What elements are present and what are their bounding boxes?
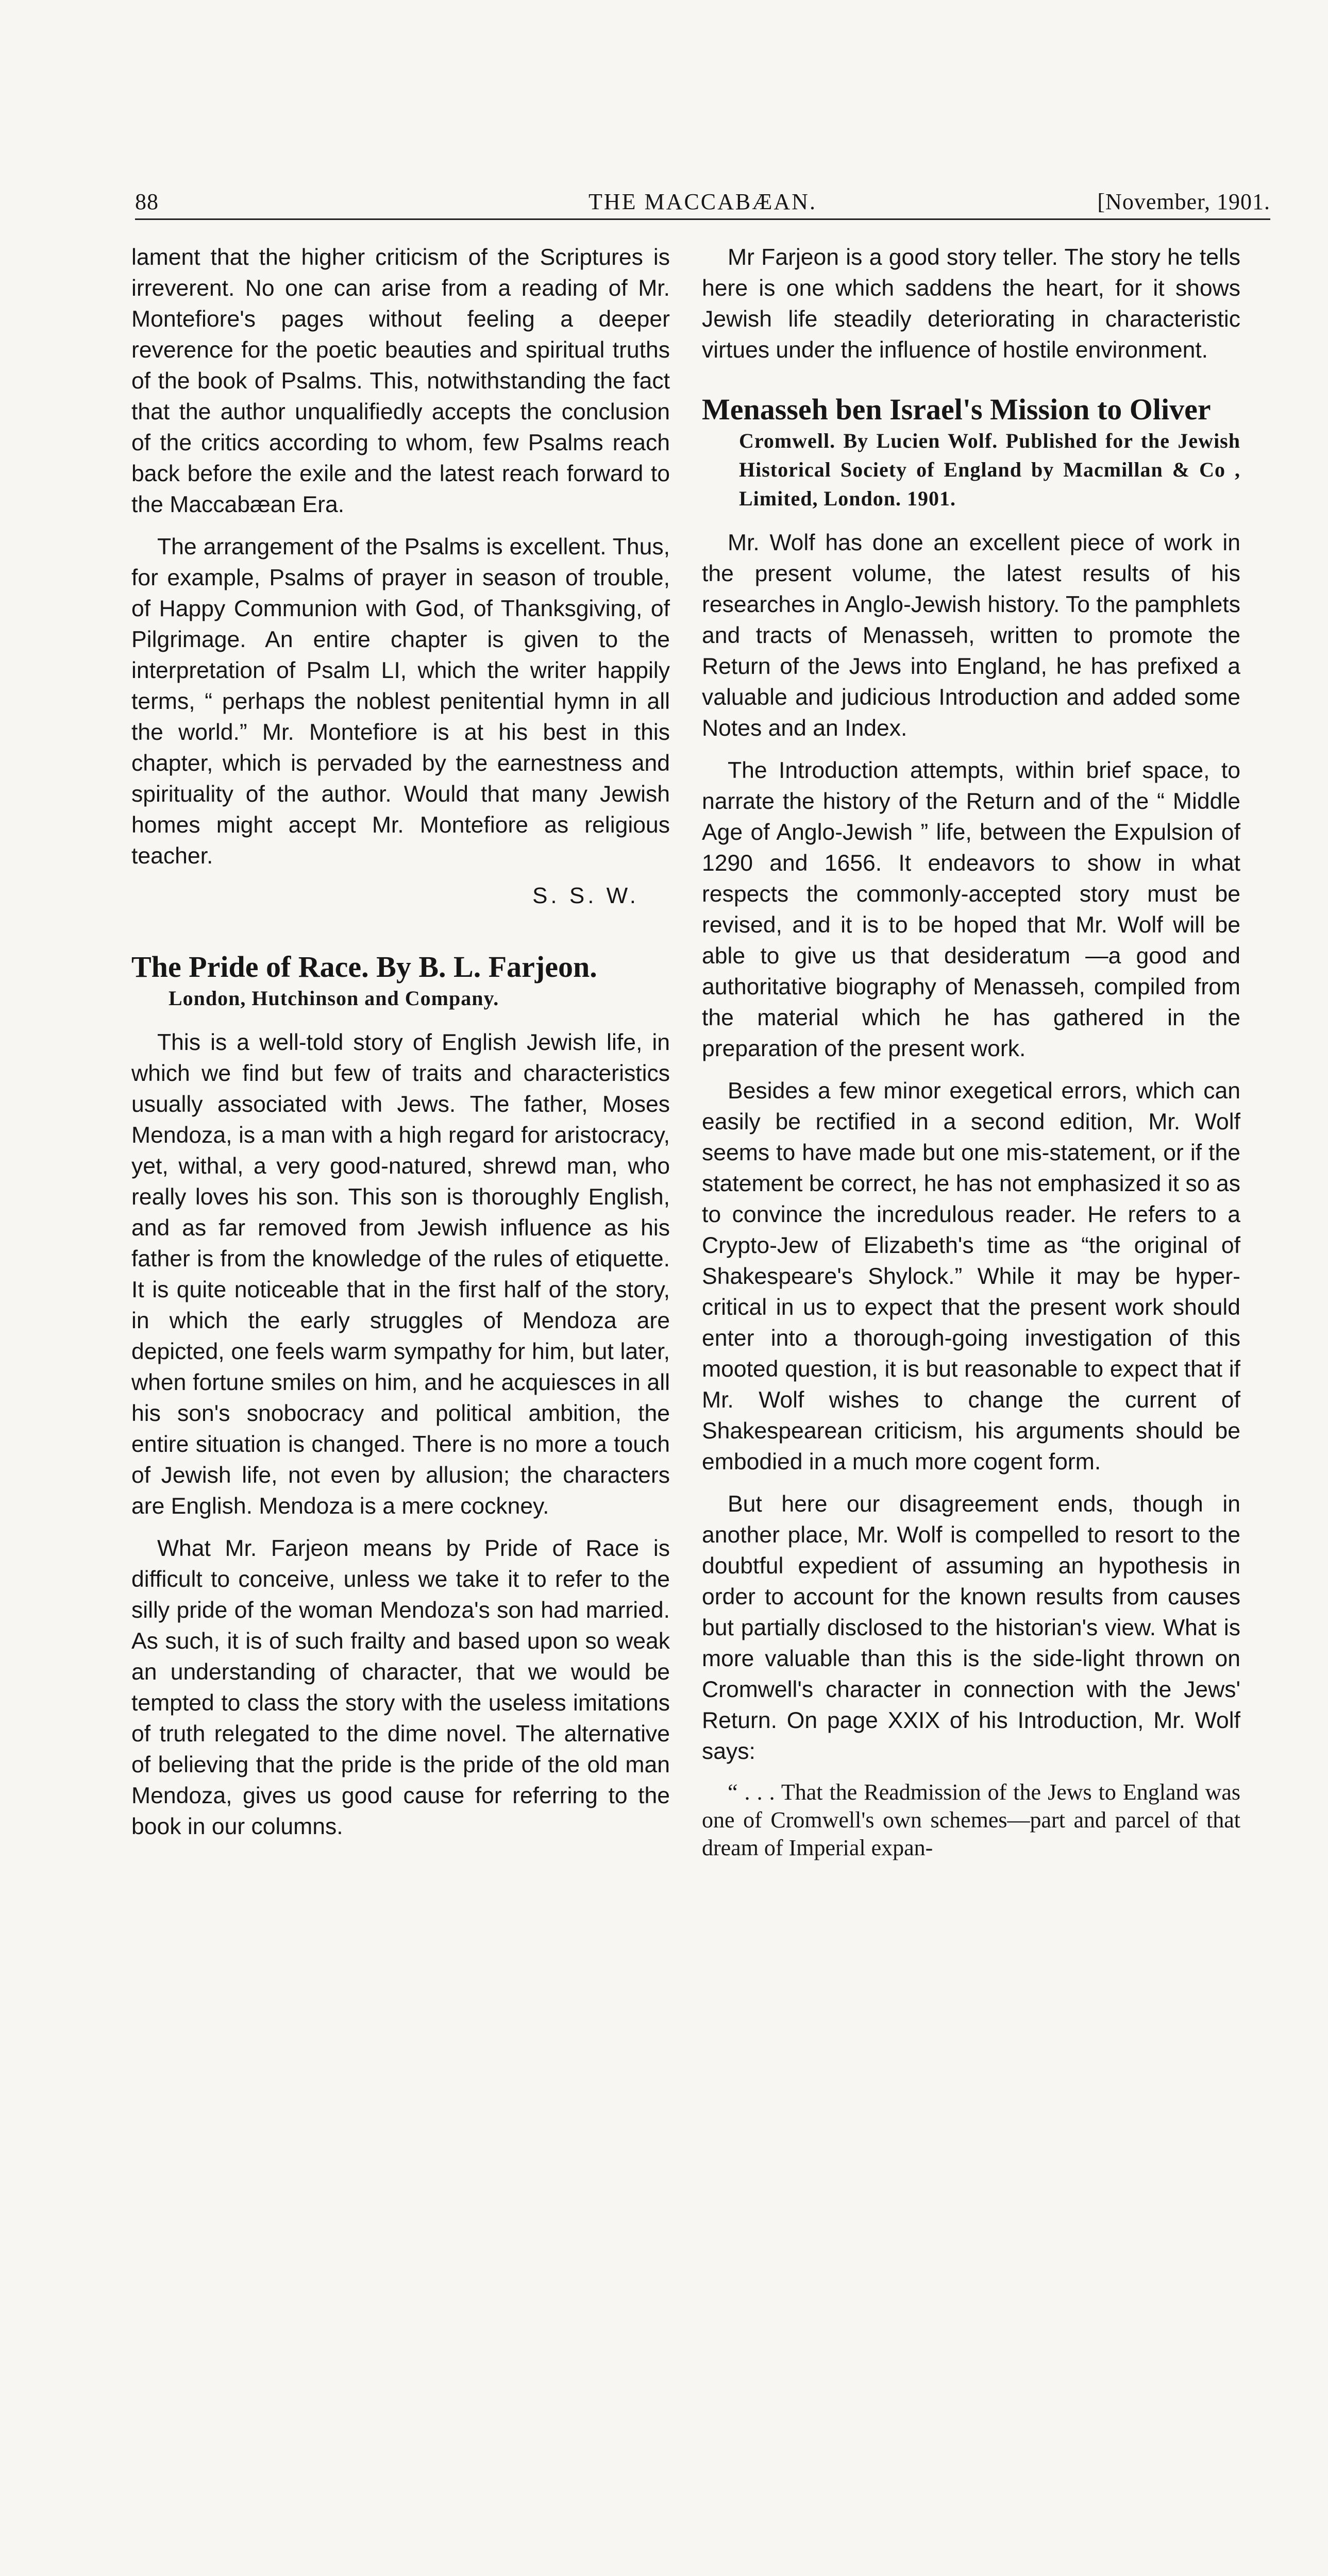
issue-date: [November, 1901. — [1097, 189, 1270, 214]
review-paragraph: Mr. Wolf has done an excellent piece of work in the present volume, the latest results of his researches in Anglo-Jewish history. To the pamphlets and tracts of Menasseh, written to promote the Return of the Jews into England, he has prefixed a valuable and judicious Introduction and added some Notes and an Index. — [702, 530, 1240, 741]
review-heading — [702, 393, 1240, 513]
body-paragraph: Mr Farjeon is a good story teller. The story he tells here is one which saddens the heart, for it shows Jewish life steadily deteriorating in characteristic virtues under the influence of hostile environment. — [702, 245, 1240, 363]
review-paragraph: This is a well-told story of English Jewish life, in which we find but few of traits and characteristics usually associated with Jews. The father, Moses Mendoza, is a man with a high regard for aristocracy, yet, withal, a very good-natured, shrewd man, who really loves his son. This son is thoroughly English, and as far removed from Jewish influence as his father is from the knowledge of the rules of etiquette. It is quite noticeable that in the first half of the story, in which the early struggles of Mendoza are depicted, one feels warm sympathy for him, but later, when fortune smiles on him, and he acquiesces in all his son's snobocracy and political ambition, the entire situation is changed. There is no more a touch of Jewish life, not even by allusion; the characters are English. Mendoza is a mere cockney. — [131, 1030, 670, 1519]
block-quote: “ . . . That the Readmission of the Jews to England was one of Cromwell's own schemes—part and parcel of that dream of Imperial expan- — [702, 1780, 1240, 1860]
review-publisher: Cromwell. By Lucien Wolf. Published for the Jewish Historical Society of England by Macmillan & Co , Limited, London. 1901. — [739, 429, 1240, 510]
review-title: Menasseh ben Israel's Mission to Oliver — [702, 393, 1211, 426]
review-paragraph: What Mr. Farjeon means by Pride of Race is difficult to conceive, unless we take it to refer to the silly pride of the woman Mendoza's son had married. As such, it is of such frailty and based upon so weak an understanding of character, that we would be tempted to class the story with the useless imitations of truth relegated to the dime novel. The alternative of believing that the pride is the pride of the old man Mendoza, gives us good cause for referring to the book in our columns. — [131, 1536, 670, 1839]
header-rule — [135, 218, 1270, 220]
review-paragraph: Besides a few minor exegetical errors, which can easily be rectified in a second edition, Mr. Wolf seems to have made but one mis-statement, or if the statement be correct, he has not emphasized it so as to convince the incredulous reader. He refers to a Crypto-Jew of Elizabeth's time as “the original of Shakespeare's Shylock.” While it may be hyper-critical in us to expect that the present work should enter into a thorough-going investigation of this mooted question, it is but reasonable to expect that if Mr. Wolf wishes to change the current of Shakespearean criticism, his arguments should be embodied in a much more cogent form. — [702, 1078, 1240, 1475]
author-signature: S. S. W. — [532, 883, 639, 908]
page-header — [135, 189, 1270, 219]
review-publisher: London, Hutchinson and Company. — [169, 987, 499, 1010]
review-heading — [131, 950, 670, 1013]
continued-paragraph: lament that the higher criticism of the Scriptures is irreverent. No one can arise from a reading of Mr. Montefiore's pages without feeling a deeper reverence for the poetic beauties and spiritual truths of the book of Psalms. This, notwithstanding the fact that the author unqualifiedly accepts the conclusion of the critics according to whom, few Psalms reach back before the exile and the latest reach forward to the Maccabæan Era. — [131, 245, 670, 517]
page-number: 88 — [135, 189, 159, 214]
review-title: The Pride of Race. By B. L. Farjeon. — [131, 950, 597, 984]
left-column — [131, 242, 670, 1854]
right-column — [702, 242, 1240, 1862]
review-paragraph: But here our disagreement ends, though in another place, Mr. Wolf is compelled to resort to the doubtful expedient of assuming an hypothesis in order to account for the known results from causes but partially disclosed to the historian's view. What is more valuable than this is the side-light thrown on Cromwell's character in connection with the Jews' Return. On page XXIX of his Introduction, Mr. Wolf says: — [702, 1492, 1240, 1764]
running-title: THE MACCABÆAN. — [589, 189, 817, 214]
review-paragraph: The Introduction attempts, within brief space, to narrate the history of the Return and of the “ Middle Age of Anglo-Jewish ” life, between the Expulsion of 1290 and 1656. It endeavors to show in what respects the commonly-accepted story must be revised, and it is to be hoped that Mr. Wolf will be able to give us that desideratum —a good and authoritative biography of Menasseh, compiled from the material which he has gathered in the preparation of the present work. — [702, 758, 1240, 1061]
body-paragraph: The arrangement of the Psalms is excellent. Thus, for example, Psalms of prayer in season of trouble, of Happy Communion with God, of Thanksgiving, of Pilgrimage. An entire chapter is given to the interpretation of Psalm LI, which the writer happily terms, “ perhaps the noblest penitential hymn in all the world.” Mr. Montefiore is at his best in this chapter, which is pervaded by the earnestness and spirituality of the author. Would that many Jewish homes might accept Mr. Montefiore as religious teacher. — [131, 534, 670, 869]
